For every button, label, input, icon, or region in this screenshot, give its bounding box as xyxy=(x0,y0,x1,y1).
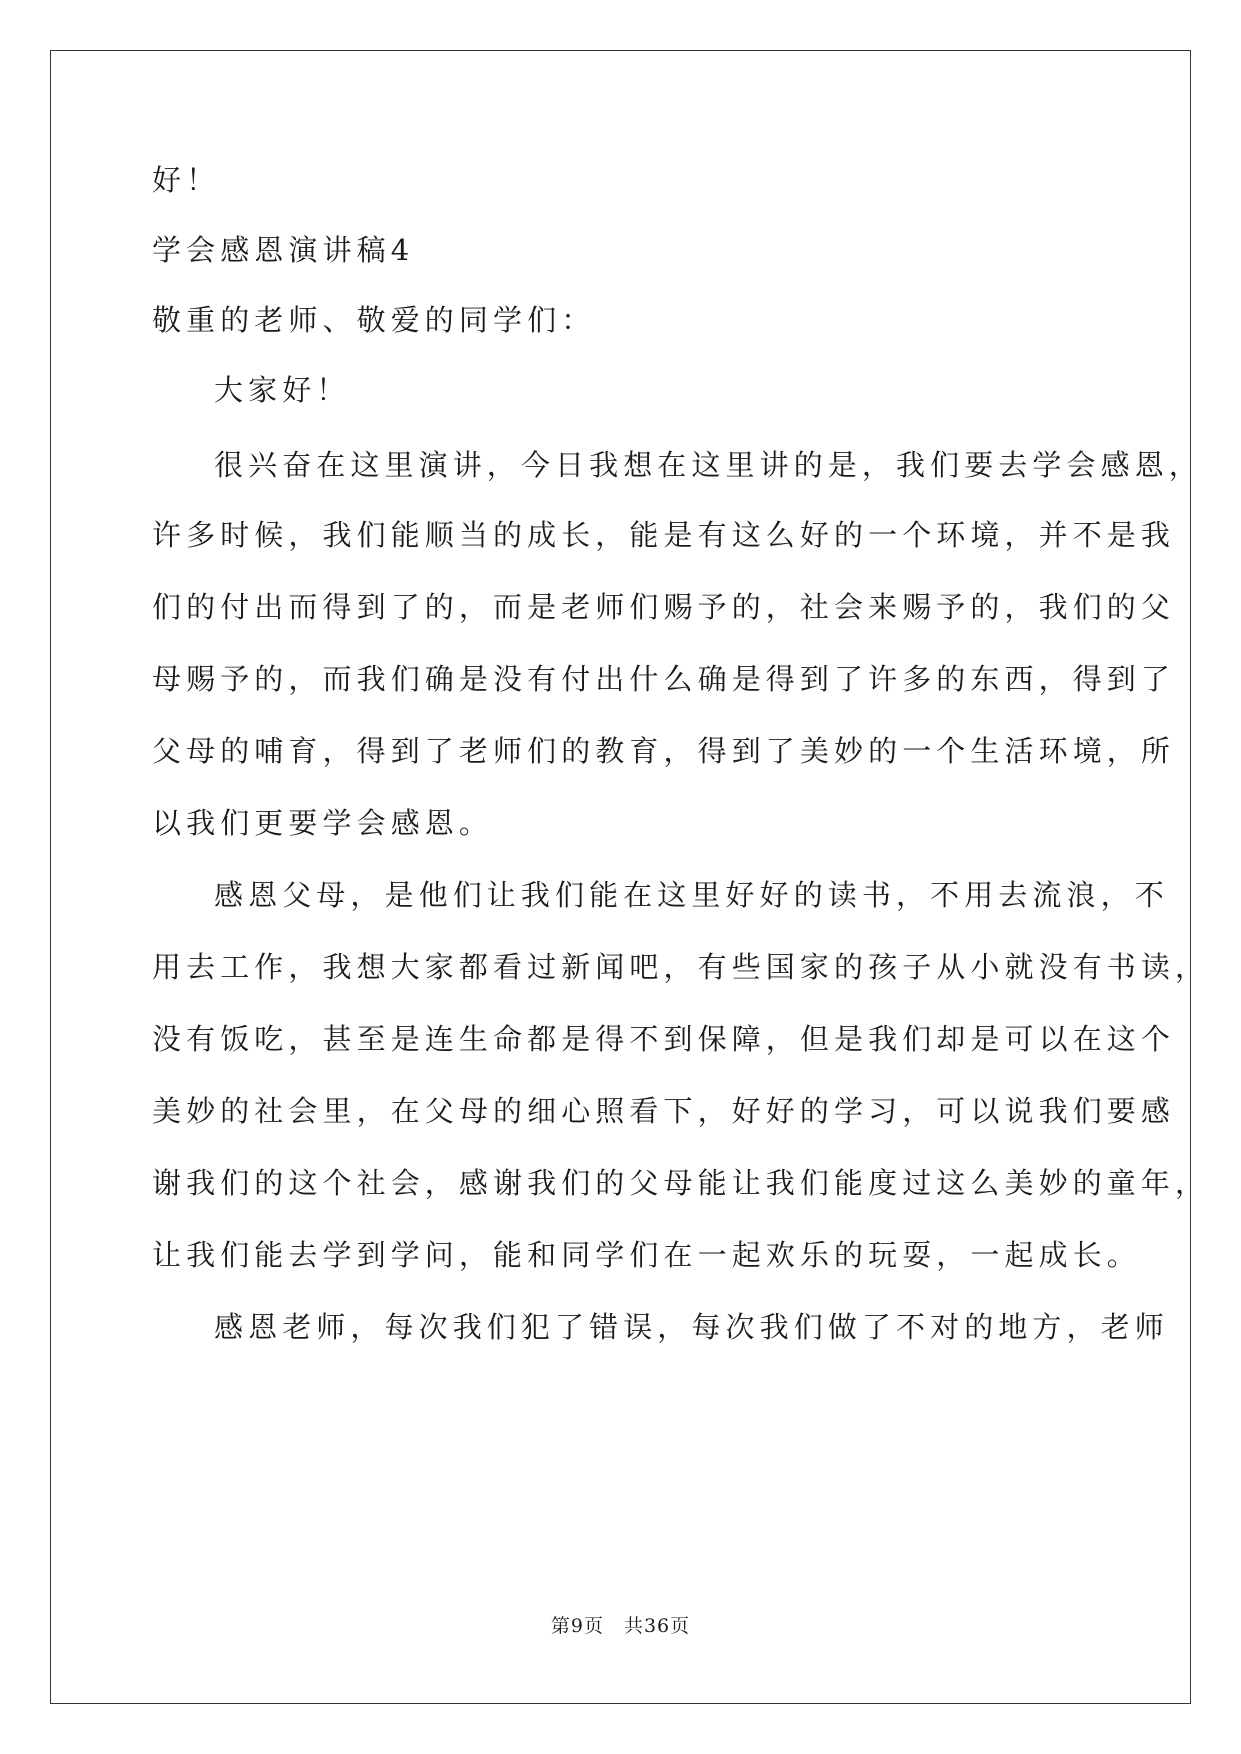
paragraph-line: 父母的哺育，得到了老师们的教育，得到了美妙的一个生活环境，所 xyxy=(152,734,1176,768)
paragraph-line: 许多时候，我们能顺当的成长，能是有这么好的一个环境，并不是我 xyxy=(152,518,1176,552)
paragraph-line: 以我们更要学会感恩。 xyxy=(152,806,494,840)
paragraph-line: 谢我们的这个社会，感谢我们的父母能让我们能度过这么美妙的童年， xyxy=(152,1166,1210,1200)
paragraph-line: 感恩父母，是他们让我们能在这里好好的读书，不用去流浪，不 xyxy=(214,878,1169,912)
greeting: 大家好！ xyxy=(214,373,351,407)
text-line: 好！ xyxy=(152,163,221,197)
paragraph-line: 感恩老师，每次我们犯了错误，每次我们做了不对的地方，老师 xyxy=(214,1310,1169,1344)
page-number-footer: 第9页 共36页 xyxy=(550,1615,691,1637)
paragraph-line: 们的付出而得到了的，而是老师们赐予的，社会来赐予的，我们的父 xyxy=(152,590,1176,624)
paragraph-line: 很兴奋在这里演讲，今日我想在这里讲的是，我们要去学会感恩， xyxy=(214,448,1203,482)
paragraph-line: 母赐予的，而我们确是没有付出什么确是得到了许多的东西，得到了 xyxy=(152,662,1176,696)
paragraph-line: 让我们能去学到学问，能和同学们在一起欢乐的玩耍，一起成长。 xyxy=(152,1238,1141,1272)
salutation: 敬重的老师、敬爱的同学们： xyxy=(152,303,596,337)
paragraph-line: 美妙的社会里，在父母的细心照看下，好好的学习，可以说我们要感 xyxy=(152,1094,1176,1128)
paragraph-line: 用去工作，我想大家都看过新闻吧，有些国家的孩子从小就没有书读， xyxy=(152,950,1210,984)
paragraph-line: 没有饭吃，甚至是连生命都是得不到保障，但是我们却是可以在这个 xyxy=(152,1022,1176,1056)
section-title: 学会感恩演讲稿4 xyxy=(152,233,415,267)
